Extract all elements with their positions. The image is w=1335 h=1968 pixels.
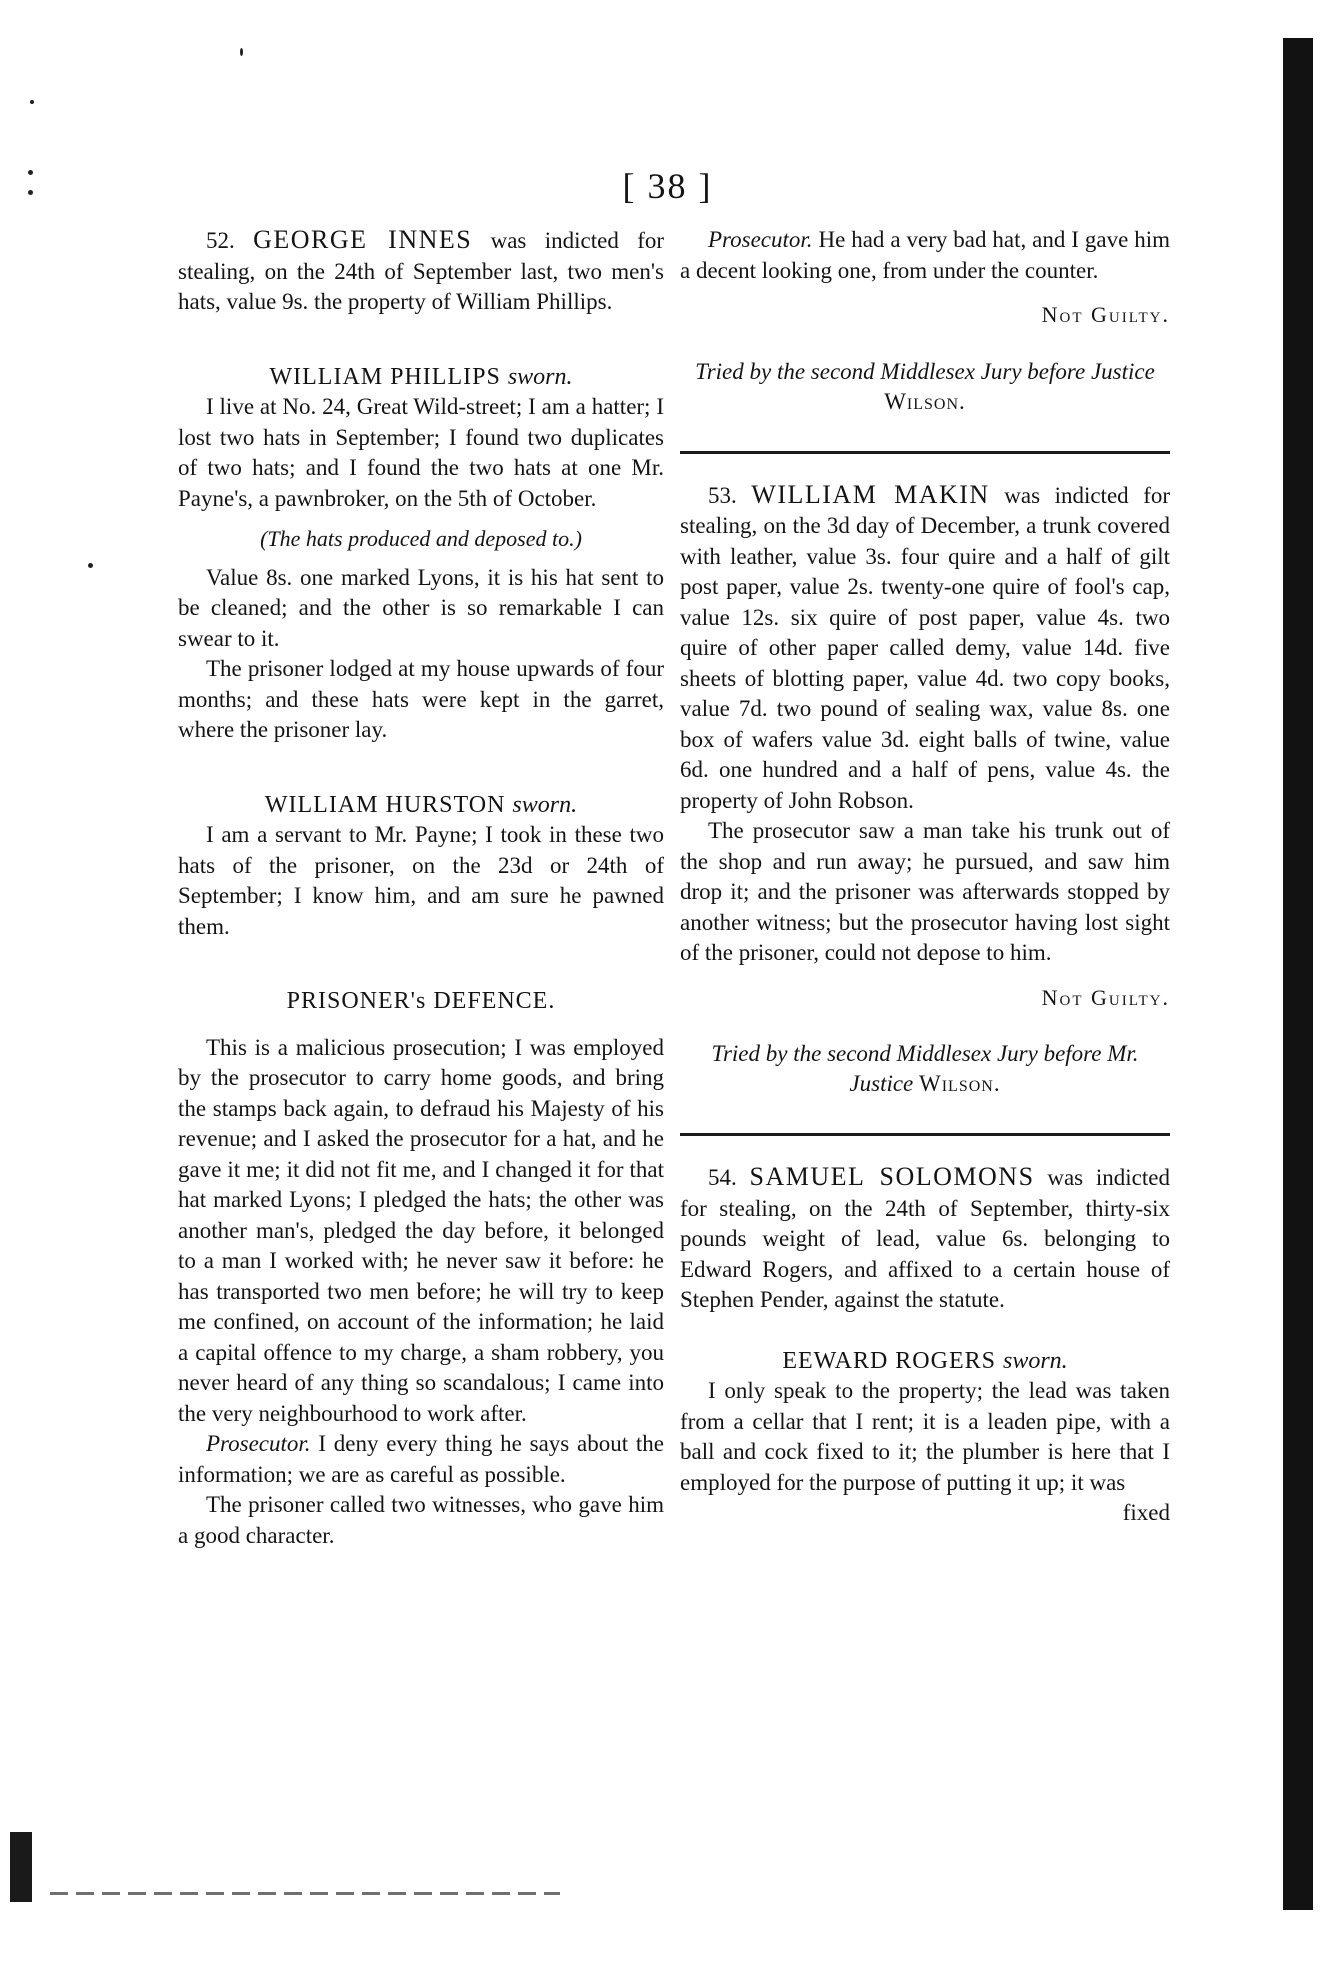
defendant-name: GEORGE INNES: [253, 225, 473, 254]
speaker-label: Prosecutor.: [206, 1431, 311, 1456]
case-narrative: The prosecutor saw a man take his trunk out of the shop and run away; he pursued, and saw him drop it; and the prisoner was afterwards stopped by another witness; but the prosecutor having lost sight of the prisoner, could not depose to him.: [680, 818, 1170, 965]
witness-heading: [178, 362, 664, 393]
left-column: [178, 225, 664, 1551]
page-number: [ 38 ]: [622, 166, 713, 206]
sworn-label: sworn.: [1002, 1347, 1068, 1374]
witness-heading: [680, 1346, 1170, 1377]
testimony-paragraph: Value 8s. one marked Lyons, it is his hat sent to be cleaned; and the other is so remarkable I can swear to it.: [178, 564, 664, 651]
verdict: Not Guilty.: [1041, 302, 1170, 327]
case-number: 53.: [708, 482, 737, 508]
witnesses-paragraph: The prisoner called two witnesses, who gave him a good character.: [178, 1492, 664, 1548]
tried-text: Tried by the second Middlesex Jury before Mr. Justice: [711, 1041, 1139, 1096]
sworn-label: sworn.: [512, 791, 578, 818]
tried-note: [680, 1039, 1170, 1099]
case-52-paragraph: [178, 225, 664, 318]
tried-note: [680, 357, 1170, 417]
section-divider: [680, 1133, 1170, 1136]
indictment-text: was indicted for stealing, on the 24th of September last, two men's hats, value 9s. the property of William Phillips.: [178, 228, 665, 314]
case-54-paragraph: [680, 1162, 1170, 1316]
prosecutor-paragraph: [680, 225, 1170, 286]
prosecutor-text: He had a very bad hat, and I gave him a decent looking one, from under the counter.: [680, 227, 1170, 283]
defendant-name: WILLIAM MAKIN: [751, 479, 990, 509]
verdict: Not Guilty.: [1041, 984, 1170, 1010]
witness-heading: [178, 790, 664, 821]
testimony-paragraph: I am a servant to Mr. Payne; I took in these two hats of the prisoner, on the 23d or 24th of September; I know him, and am sure he pawned them.: [178, 822, 664, 939]
witness-name: EEWARD ROGERS: [782, 1347, 996, 1374]
bottom-scan-artifact: [10, 1880, 570, 1902]
section-divider: [680, 451, 1170, 454]
judge-name: Wilson.: [884, 388, 966, 414]
prosecutor-paragraph: [178, 1429, 664, 1490]
defence-paragraph: This is a malicious prosecution; I was employed by the prosecutor to carry home goods, and bring the stamps back again, to defraud his Majesty of his revenue; and I asked the prosecutor for a hat, and he gave it me; it did not fit me, and I changed it for that hat marked Lyons; I pledged the hats; the other was another man's, pledged the day before, it belonged to a man I worked with; he never saw it before: he has transported two men before; he will try to keep me confined, on account of the information; he laid a capital offence to my charge, a sham robbery, you never heard of any thing so scandalous; I came into the very neighbourhood to work after.: [178, 1034, 664, 1426]
right-column: [680, 225, 1170, 1529]
produced-note: (The hats produced and deposed to.): [260, 526, 582, 551]
case-53-paragraph: [680, 480, 1170, 817]
case-number: 52.: [206, 228, 235, 253]
witness-name: WILLIAM HURSTON: [264, 791, 506, 818]
catchword: fixed: [1122, 1500, 1170, 1525]
judge-name: Wilson.: [919, 1071, 1001, 1096]
testimony-paragraph: The prisoner lodged at my house upwards of four months; and these hats were kept in the garret, where the prisoner lay.: [178, 656, 664, 742]
witness-name: WILLIAM PHILLIPS: [269, 363, 501, 390]
indictment-text: was indicted for stealing, on the 3d day of December, a trunk covered with leather, value 3s. four quire and a half of gilt post paper, value 2s. twenty-one quire of fool's cap, value 12s. six quire of post paper, value 4s. two quire of other paper called demy, value 14d. five sheets of blotting paper, value 4d. two copy books, value 7d. two pound of sealing wax, value 8s. one box of wafers value 3d. eight balls of twine, value 6d. one hundred and a half of pens, value 4s. the property of John Robson.: [680, 482, 1171, 813]
speaker-label: Prosecutor.: [708, 227, 813, 252]
testimony-paragraph: I live at No. 24, Great Wild-street; I am a hatter; I lost two hats in September; I found two duplicates of two hats; and I found the two hats at one Mr. Payne's, a pawnbroker, on the 5th of October.: [178, 394, 664, 511]
sworn-label: sworn.: [507, 363, 573, 390]
tried-text: Tried by the second Middlesex Jury before Justice: [695, 358, 1155, 384]
indictment-text: was indicted for stealing, on the 24th of September, thirty-six pounds weight of lead, value 6s. belonging to Edward Rogers, and affixed to a certain house of Stephen Pender, against the statute.: [680, 1165, 1170, 1312]
case-number: 54.: [708, 1165, 737, 1190]
defendant-name: SAMUEL SOLOMONS: [749, 1162, 1035, 1191]
page-edge-shadow: [1283, 38, 1313, 1910]
defence-heading: PRISONER's DEFENCE.: [286, 988, 556, 1014]
testimony-paragraph: I only speak to the property; the lead was taken from a cellar that I rent; it is a leaden pipe, with a ball and cock fixed to it; the plumber is here that I employed for the purpose of putting it up; it was: [680, 1378, 1170, 1495]
prosecutor-text: I deny every thing he says about the information; we are as careful as possible.: [178, 1431, 664, 1487]
